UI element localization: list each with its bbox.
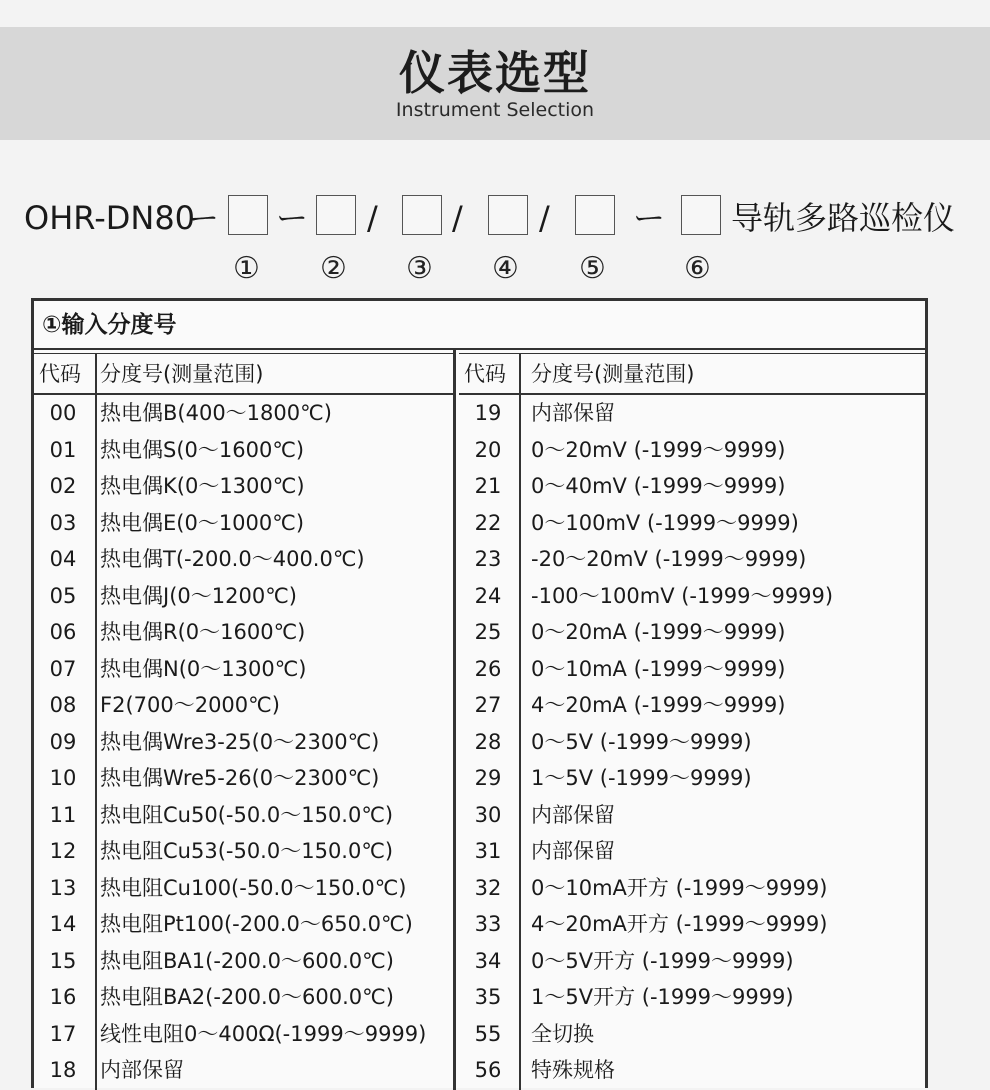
section-title: ①输入分度号 — [34, 301, 925, 350]
row-code: 07 — [49, 656, 77, 681]
table-row — [34, 943, 453, 979]
table-row — [459, 432, 925, 468]
table-row — [34, 1052, 453, 1088]
row-code: 06 — [49, 620, 77, 644]
table-header — [459, 353, 925, 395]
table-row — [459, 468, 925, 504]
table-row — [34, 395, 453, 431]
row-code: 04 — [49, 547, 77, 571]
row-code: 30 — [474, 802, 502, 827]
row-desc: 热电阻BA1(-200.0～600.0℃) — [100, 948, 394, 973]
row-code: 10 — [49, 766, 77, 790]
row-desc: 热电偶J(0～1200℃) — [100, 583, 297, 608]
model-separator: ー — [187, 199, 220, 237]
row-desc: 0～10mA (-1999～9999) — [531, 656, 786, 681]
model-slot-6 — [681, 195, 721, 235]
row-code: 01 — [49, 437, 77, 462]
row-desc: 热电阻Cu50(-50.0～150.0℃) — [100, 802, 394, 827]
table-row — [459, 1052, 925, 1088]
row-code: 32 — [474, 875, 502, 900]
header-desc: 分度号(测量范围) — [100, 362, 264, 386]
table-row — [34, 724, 453, 760]
row-code: 12 — [49, 839, 77, 863]
row-desc: 0～40mV (-1999～9999) — [531, 474, 786, 498]
table-row — [459, 870, 925, 906]
table-row — [459, 687, 925, 723]
row-code: 16 — [49, 985, 77, 1009]
row-desc: 热电偶E(0～1000℃) — [100, 510, 305, 535]
header-code: 代码 — [464, 362, 506, 386]
table-row — [459, 395, 925, 431]
row-desc: 内部保留 — [531, 401, 615, 425]
row-code: 27 — [474, 693, 502, 717]
slot-marker-6: ⑥ — [684, 251, 711, 286]
slot-marker-5: ⑤ — [579, 251, 606, 286]
table-row — [459, 797, 925, 833]
row-code: 24 — [474, 583, 502, 608]
table-left-half — [34, 350, 456, 1090]
row-desc: 0～5V开方 (-1999～9999) — [531, 948, 794, 973]
row-desc: 0～100mV (-1999～9999) — [531, 510, 799, 535]
model-separator: ー — [633, 199, 666, 237]
row-code: 31 — [474, 839, 502, 863]
model-slot-2 — [316, 195, 356, 235]
table-row — [34, 687, 453, 723]
table-row — [34, 979, 453, 1015]
row-code: 14 — [49, 912, 77, 936]
row-code: 15 — [49, 948, 77, 973]
table-row — [34, 833, 453, 869]
row-desc: 热电偶S(0～1600℃) — [100, 437, 305, 462]
row-desc: 内部保留 — [531, 802, 615, 827]
row-desc: 热电阻Cu53(-50.0～150.0℃) — [100, 839, 394, 863]
row-desc: 0～20mV (-1999～9999) — [531, 437, 786, 462]
row-desc: 线性电阻0～400Ω(-1999～9999) — [100, 1021, 427, 1046]
table-row — [34, 505, 453, 541]
model-slot-4 — [488, 195, 528, 235]
table-row — [34, 614, 453, 650]
row-code: 09 — [49, 729, 77, 754]
table-row — [34, 541, 453, 577]
row-code: 18 — [49, 1058, 77, 1082]
model-slot-3 — [402, 195, 442, 235]
row-code: 55 — [474, 1021, 502, 1046]
table-row — [34, 870, 453, 906]
model-separator: / — [367, 199, 378, 237]
table-row — [34, 797, 453, 833]
model-separator: / — [539, 199, 550, 237]
row-code: 34 — [474, 948, 502, 973]
table-row — [459, 578, 925, 614]
row-desc: 热电偶T(-200.0～400.0℃) — [100, 547, 365, 571]
model-separator: / — [452, 199, 463, 237]
row-code: 00 — [49, 401, 77, 425]
table-row — [34, 432, 453, 468]
input-code-table — [31, 298, 928, 1088]
row-desc: -20～20mV (-1999～9999) — [531, 547, 807, 571]
table-row — [459, 943, 925, 979]
slot-marker-4: ④ — [492, 251, 519, 286]
table-row — [34, 760, 453, 796]
row-desc: 内部保留 — [531, 839, 615, 863]
row-desc: 特殊规格 — [531, 1058, 615, 1082]
row-desc: 1～5V开方 (-1999～9999) — [531, 985, 794, 1009]
row-code: 29 — [474, 766, 502, 790]
slot-marker-3: ③ — [406, 251, 433, 286]
row-desc: 0～10mA开方 (-1999～9999) — [531, 875, 828, 900]
table-row — [459, 1016, 925, 1052]
row-code: 23 — [474, 547, 502, 571]
table-row — [459, 651, 925, 687]
row-code: 26 — [474, 656, 502, 681]
row-desc: 热电偶N(0～1300℃) — [100, 656, 307, 681]
table-row — [459, 979, 925, 1015]
row-code: 08 — [49, 693, 77, 717]
row-desc: 热电偶B(400～1800℃) — [100, 401, 332, 425]
row-desc: 热电阻Cu100(-50.0～150.0℃) — [100, 875, 407, 900]
model-code-line — [0, 192, 990, 244]
table-row — [34, 468, 453, 504]
row-desc: F2(700～2000℃) — [100, 693, 280, 717]
row-desc: 1～5V (-1999～9999) — [531, 766, 752, 790]
page-title: 仪表选型 — [399, 46, 591, 100]
table-row — [34, 651, 453, 687]
row-desc: -100～100mV (-1999～9999) — [531, 583, 834, 608]
row-code: 22 — [474, 510, 502, 535]
table-right-half — [459, 350, 925, 1090]
row-code: 33 — [474, 912, 502, 936]
table-row — [459, 724, 925, 760]
row-code: 20 — [474, 437, 502, 462]
title-banner — [0, 27, 990, 140]
table-row — [459, 505, 925, 541]
row-code: 03 — [49, 510, 77, 535]
table-row — [34, 578, 453, 614]
row-code: 17 — [49, 1021, 77, 1046]
header-desc: 分度号(测量范围) — [531, 362, 695, 386]
model-separator: ー — [276, 199, 309, 237]
row-code: 02 — [49, 474, 77, 498]
row-code: 13 — [49, 875, 77, 900]
model-prefix: OHR-DN80 — [24, 199, 196, 237]
table-row — [459, 760, 925, 796]
row-code: 56 — [474, 1058, 502, 1082]
row-desc: 0～20mA (-1999～9999) — [531, 620, 786, 644]
row-code: 19 — [474, 401, 502, 425]
row-desc: 热电阻BA2(-200.0～600.0℃) — [100, 985, 394, 1009]
model-slot-5 — [575, 195, 615, 235]
row-desc: 4～20mA (-1999～9999) — [531, 693, 786, 717]
row-code: 28 — [474, 729, 502, 754]
header-code: 代码 — [39, 362, 81, 386]
table-row — [459, 614, 925, 650]
model-slot-1 — [228, 195, 268, 235]
table-row — [459, 906, 925, 942]
row-desc: 内部保留 — [100, 1058, 184, 1082]
row-desc: 热电偶Wre5-26(0～2300℃) — [100, 766, 380, 790]
row-desc: 热电阻Pt100(-200.0～650.0℃) — [100, 912, 413, 936]
row-desc: 0～5V (-1999～9999) — [531, 729, 752, 754]
row-code: 11 — [49, 802, 77, 827]
row-code: 35 — [474, 985, 502, 1009]
page-subtitle: Instrument Selection — [395, 99, 595, 121]
row-code: 21 — [474, 474, 502, 498]
row-desc: 全切换 — [531, 1021, 594, 1046]
row-desc: 热电偶K(0～1300℃) — [100, 474, 305, 498]
slot-marker-1: ① — [233, 251, 260, 286]
row-code: 25 — [474, 620, 502, 644]
row-desc: 热电偶Wre3-25(0～2300℃) — [100, 729, 380, 754]
row-desc: 4～20mA开方 (-1999～9999) — [531, 912, 828, 936]
model-suffix: 导轨多路巡检仪 — [731, 199, 956, 237]
table-row — [459, 541, 925, 577]
row-desc: 热电偶R(0～1600℃) — [100, 620, 306, 644]
slot-marker-2: ② — [320, 251, 347, 286]
table-row — [34, 906, 453, 942]
table-row — [34, 1016, 453, 1052]
table-row — [459, 833, 925, 869]
row-code: 05 — [49, 583, 77, 608]
